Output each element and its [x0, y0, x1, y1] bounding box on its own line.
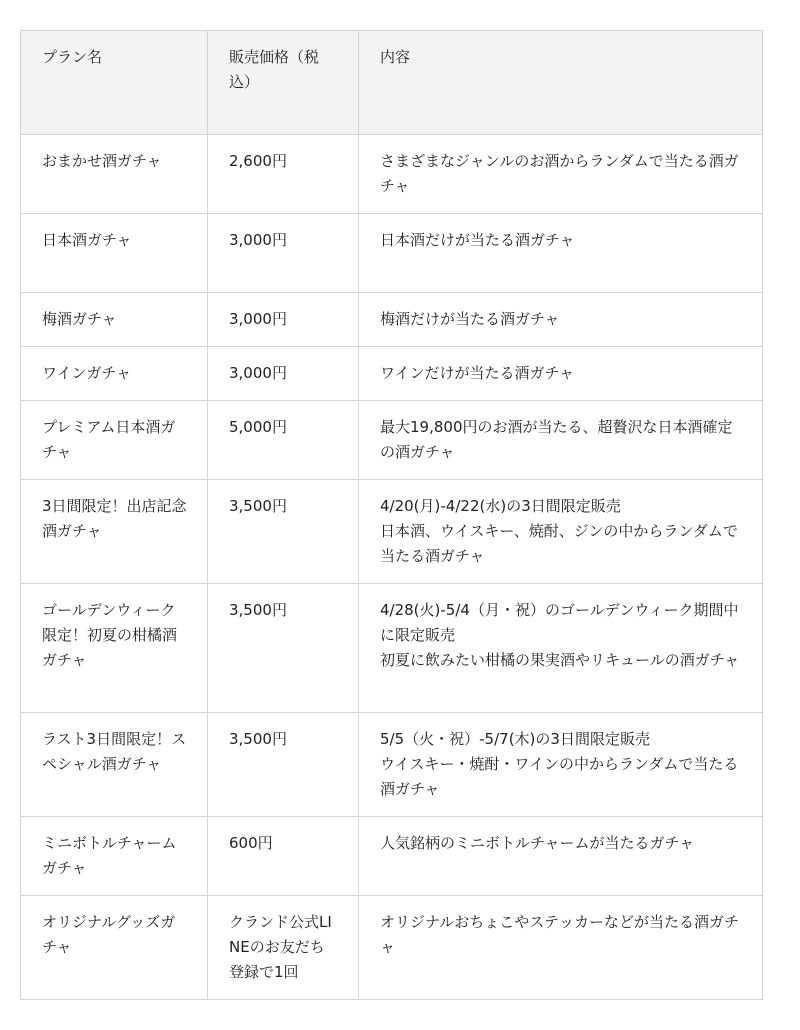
content-cell	[359, 401, 763, 480]
table-row	[21, 480, 763, 584]
plan-name-cell: ミニボトルチャームガチャ	[21, 817, 208, 896]
plan-name-cell: おまかせ酒ガチャ	[21, 135, 208, 214]
price-cell: クランド公式LINEのお友だち登録で1回	[208, 896, 359, 1000]
content-line: ウイスキー・焼酎・ワインの中からランダムで当たる酒ガチャ	[380, 755, 739, 798]
content-cell	[359, 896, 763, 1000]
table-row	[21, 214, 763, 293]
plan-name-cell: 日本酒ガチャ	[21, 214, 208, 293]
content-line: さまざまなジャンルのお酒からランダムで当たる酒ガチャ	[380, 152, 739, 195]
content-line: 梅酒だけが当たる酒ガチャ	[380, 310, 560, 328]
plan-name-cell: 梅酒ガチャ	[21, 293, 208, 347]
table-row	[21, 347, 763, 401]
table-row	[21, 293, 763, 347]
content-line: 5/5（火・祝）-5/7(木)の3日間限定販売	[380, 730, 650, 748]
content-cell	[359, 293, 763, 347]
table-row	[21, 135, 763, 214]
content-line: オリジナルおちょこやステッカーなどが当たる酒ガチャ	[380, 913, 739, 956]
plan-name-cell: 3日間限定！出店記念酒ガチャ	[21, 480, 208, 584]
price-cell: 3,500円	[208, 480, 359, 584]
content-line: 日本酒だけが当たる酒ガチャ	[380, 231, 575, 249]
price-cell: 5,000円	[208, 401, 359, 480]
plan-name-cell: ラスト3日間限定！スペシャル酒ガチャ	[21, 713, 208, 817]
price-cell: 3,000円	[208, 214, 359, 293]
price-cell: 2,600円	[208, 135, 359, 214]
content-line: 4/20(月)-4/22(水)の3日間限定販売	[380, 497, 621, 515]
content-line: 最大19,800円のお酒が当たる、超贅沢な日本酒確定の酒ガチャ	[380, 418, 733, 461]
content-line: 人気銘柄のミニボトルチャームが当たるガチャ	[380, 834, 695, 852]
table-header	[21, 31, 763, 135]
header-row	[21, 31, 763, 135]
price-cell: 3,500円	[208, 584, 359, 713]
content-cell	[359, 713, 763, 817]
header-plan-name: プラン名	[21, 31, 208, 135]
content-cell	[359, 817, 763, 896]
price-cell: 3,000円	[208, 347, 359, 401]
header-content: 内容	[359, 31, 763, 135]
header-price: 販売価格（税込）	[208, 31, 359, 135]
content-cell	[359, 135, 763, 214]
plan-name-cell: プレミアム日本酒ガチャ	[21, 401, 208, 480]
content-line: ワインだけが当たる酒ガチャ	[380, 364, 575, 382]
content-cell	[359, 480, 763, 584]
content-cell	[359, 584, 763, 713]
content-cell	[359, 214, 763, 293]
content-cell	[359, 347, 763, 401]
table-row	[21, 713, 763, 817]
content-line: 日本酒、ウイスキー、焼酎、ジンの中からランダムで当たる酒ガチャ	[380, 522, 738, 565]
table-row	[21, 584, 763, 713]
price-cell: 600円	[208, 817, 359, 896]
content-line: 初夏に飲みたい柑橘の果実酒やリキュールの酒ガチャ	[380, 651, 740, 669]
table-body	[21, 135, 763, 1000]
table-row	[21, 896, 763, 1000]
table-row	[21, 401, 763, 480]
price-cell: 3,500円	[208, 713, 359, 817]
plan-table	[20, 30, 763, 1000]
price-cell: 3,000円	[208, 293, 359, 347]
plan-name-cell: オリジナルグッズガチャ	[21, 896, 208, 1000]
table-row	[21, 817, 763, 896]
content-line: 4/28(火)-5/4（月・祝）のゴールデンウィーク期間中に限定販売	[380, 601, 739, 644]
plan-name-cell: ワインガチャ	[21, 347, 208, 401]
plan-name-cell: ゴールデンウィーク限定！初夏の柑橘酒ガチャ	[21, 584, 208, 713]
